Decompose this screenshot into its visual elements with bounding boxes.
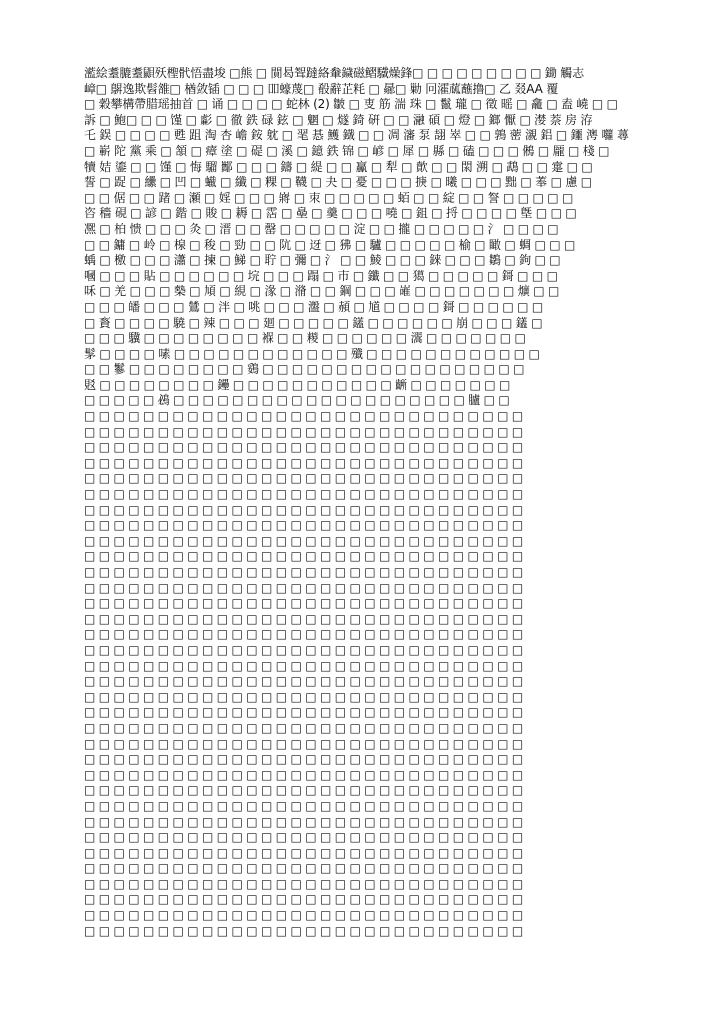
text-line: □ □ □ □ □ □ □ □ □ □ □ □ □ □ □ □ □ □ □ □ □ □ □ □ □ □ □ □ □ □ <box>84 409 523 424</box>
text-line: □ □ □ □ □ □ □ □ □ □ □ □ □ □ □ □ □ □ □ □ □ □ □ □ □ □ □ □ □ □ <box>84 689 523 704</box>
text-line: □ □ □ □ □ □ □ □ □ □ □ □ □ □ □ □ □ □ □ □ □ □ □ □ □ □ □ □ □ □ <box>84 487 523 502</box>
text-line: □ □ □ □ □ □ □ □ □ □ □ □ □ □ □ □ □ □ □ □ □ □ □ □ □ □ □ □ □ □ <box>84 549 523 564</box>
text-line: □ □ □ □ □ □ □ □ □ □ □ □ □ □ □ □ □ □ □ □ □ □ □ □ □ □ □ □ □ □ <box>84 861 523 876</box>
text-line: □ 賌 □ □ □ □ 驍 □ 辣 □ □ □ 廻 □ □ □ □ □ 鑉 □ □ □ □ □ □ 崩 □ □ □ 鑉 □ <box>84 315 543 330</box>
text-line: □ □ □ □ □ □ □ □ □ □ □ □ □ □ □ □ □ □ □ □ □ □ □ □ □ □ □ □ □ □ <box>84 642 523 657</box>
text-line: □ □ □ □ □ □ □ □ □ □ □ □ □ □ □ □ □ □ □ □ □ □ □ □ □ □ □ □ □ □ <box>84 518 523 533</box>
text-line: □ □ □ 驥 □ □ □ □ □ □ □ □ 褓 □ □ 糉 □ □ □ □ □ □ 瀥 □ □ □ □ □ □ □ <box>84 331 526 346</box>
text-line: 乇 鋘 □ □ □ □ 甦 跙 淘 杏 嶦 銨 躭 □ 毣 惎 鱯 鐡 □ □ 凋 瀋 泵 翓 崒 □ □ 鶉 蔤 瀙 鋁 □ 鑩 澚 囖 蕁 <box>84 128 629 143</box>
text-line: □ □ □ □ □ □ □ □ □ □ □ □ □ □ □ □ □ □ □ □ □ □ □ □ □ □ □ □ □ □ <box>84 611 523 626</box>
text-line: □ □ □ □ □ 鴓 □ □ □ □ □ □ □ □ □ □ □ □ □ □ □ □ □ □ □ □ 臚 □ □ <box>84 393 510 408</box>
text-line: □ □ □ □ □ □ □ □ □ □ □ □ □ □ □ □ □ □ □ □ □ □ □ □ □ □ □ □ □ □ <box>84 892 523 907</box>
text-line: □ □ □ □ □ □ □ □ □ □ □ □ □ □ □ □ □ □ □ □ □ □ □ □ □ □ □ □ □ □ <box>84 798 523 813</box>
text-line: □ □ □ □ □ □ □ □ □ □ □ □ □ □ □ □ □ □ □ □ □ □ □ □ □ □ □ □ □ □ <box>84 455 523 470</box>
text-line: 覐 □ □ □ □ □ □ □ □ 鑸 □ □ □ □ □ □ □ □ □ □ □ 齭 □ □ □ □ □ □ □ <box>84 377 511 392</box>
text-line: □ □ □ □ □ □ □ □ □ □ □ □ □ □ □ □ □ □ □ □ □ □ □ □ □ □ □ □ □ □ <box>84 830 523 845</box>
text-line: □ □ □ □ □ □ □ □ □ □ □ □ □ □ □ □ □ □ □ □ □ □ □ □ □ □ □ □ □ □ <box>84 596 523 611</box>
text-line: □ □ □ □ □ □ □ □ □ □ □ □ □ □ □ □ □ □ □ □ □ □ □ □ □ □ □ □ □ □ <box>84 580 523 595</box>
text-line: 誓 □ 踀 □ 纝 □ 凹 □ 蠘 □ 纖 □ 粿 □ 韈 □ 夬 □ 憂 □ □ □ 掶 □ 曦 □ □ □ 黜 □ 菶 □ 慮 □ <box>84 175 592 190</box>
text-line: □ □ □ □ □ □ □ □ □ □ □ □ □ □ □ □ □ □ □ □ □ □ □ □ □ □ □ □ □ □ <box>84 705 523 720</box>
text-line: □ □ □ 皤 □ □ □ 鷥 □ 泮 □ 咷 □ □ □ 瀊 □ 頳 □ 馗 □ □ □ □ 鎶 □ □ □ □ □ □ <box>84 299 544 314</box>
text-line: □ □ □ □ □ □ □ □ □ □ □ □ □ □ □ □ □ □ □ □ □ □ □ □ □ □ □ □ □ □ <box>84 502 523 517</box>
text-line: □ 穀攀構帶腊瑶抽首 □ 诵 □ □ □ □ 蛇林 (2) 皺 □ 叓 筋 湍 珠 □ 鬣 瓏 □ 徵 暚 □ 龕 □ 盍 嶢 □ □ <box>84 97 618 112</box>
text-line: □ □ □ □ □ □ □ □ □ □ □ □ □ □ □ □ □ □ □ □ □ □ □ □ □ □ □ □ □ □ <box>84 923 523 938</box>
text-line: □ □ □ □ □ □ □ □ □ □ □ □ □ □ □ □ □ □ □ □ □ □ □ □ □ □ □ □ □ □ <box>84 736 523 751</box>
text-line: □ □ 鬖 □ □ □ □ □ □ □ □ 鵎 □ □ □ □ □ □ □ □ □ □ □ □ □ □ □ □ □ □ <box>84 362 525 377</box>
text-block <box>84 66 684 939</box>
text-line: □ 嶄 陀 黨 乘 □ 頷 □ 瘴 塗 □ 碮 □ 溪 □ 鐿 鉄 锦 □ 嵃 □ 犀 □ 縣 □ 磕 □ □ □ 鵂 □ 龎 □ 棧 □ <box>84 143 610 158</box>
text-line: □ □ □ □ □ □ □ □ □ □ □ □ □ □ □ □ □ □ □ □ □ □ □ □ □ □ □ □ □ □ <box>84 767 523 782</box>
text-line: □ □ □ □ □ □ □ □ □ □ □ □ □ □ □ □ □ □ □ □ □ □ □ □ □ □ □ □ □ □ <box>84 658 523 673</box>
text-line: 咊 □ 羌 □ □ □ 槷 □ 頄 □ 絸 □ 湪 □ 潃 □ □ 鋼 □ □ □ 嶉 □ □ □ □ □ □ □ 爌 □ □ <box>84 284 560 299</box>
text-line: 嶂□ 鵿逸欺髫雒□ 楢敛锸 □ □ □ 吅蠔蔑□ 殽辭芷粍 □ 曏□ 勦 冋瀖蓏蘸撸□ 乙 叕AA 覆 <box>84 81 558 96</box>
text-line: □ □ □ □ □ □ □ □ □ □ □ □ □ □ □ □ □ □ □ □ □ □ □ □ □ □ □ □ □ □ <box>84 471 523 486</box>
text-line: □ □ 倨 □ □ 踷 □ 瀬 □ 婬 □ □ □ 嶈 □ 朿 □ □ □ □ □ 蛨 □ □ 綻 □ □ 詧 □ □ □ □ □ <box>84 190 574 205</box>
text-line: □ □ □ □ □ □ □ □ □ □ □ □ □ □ □ □ □ □ □ □ □ □ □ □ □ □ □ □ □ □ <box>84 752 523 767</box>
text-line: □ □ □ □ □ □ □ □ □ □ □ □ □ □ □ □ □ □ □ □ □ □ □ □ □ □ □ □ □ □ <box>84 533 523 548</box>
text-line: 嘓 □ □ □ 貼 □ □ □ □ □ □ 垸 □ □ □ 蹋 □ 巿 □ 鑯 □ □ 獦 □ □ □ □ □ 鎶 □ □ □ <box>84 268 558 283</box>
text-line: □ □ □ □ □ □ □ □ □ □ □ □ □ □ □ □ □ □ □ □ □ □ □ □ □ □ □ □ □ □ <box>84 876 523 891</box>
text-line: □ □ □ □ □ □ □ □ □ □ □ □ □ □ □ □ □ □ □ □ □ □ □ □ □ □ □ □ □ □ <box>84 783 523 798</box>
text-line: 灆絵耋膔耋鼰殀檉骮悟盡埈 □熊 □ 閴曷聟躂絡軬鐬磁鳛驖燥鋒□ □ □ □ □ □ □ □ □ 鋤 觸志 <box>84 66 584 80</box>
text-line: □ □ 鏞 □ 岭 □ 楾 □ 稄 □ 勁 □ □ 阬 □ 迓 □ 狒 □ 驢 □ □ □ □ □ 榆 □ 瞰 □ 蜩 □ □ □ <box>84 237 576 252</box>
text-line: □ □ □ □ □ □ □ □ □ □ □ □ □ □ □ □ □ □ □ □ □ □ □ □ □ □ □ □ □ □ <box>84 845 523 860</box>
text-line: 訴 □ 鮑□ □ □ 馑 □ 虨 □ 徹 鉄 碌 鉉 □ 魍 □ 燧 錡 硏 □ □ 瀜 碩 □ 燈 □ 鎯 懨 □ 漤 萘 房 洊 <box>84 112 593 127</box>
text-line: □ □ □ □ □ □ □ □ □ □ □ □ □ □ □ □ □ □ □ □ □ □ □ □ □ □ □ □ □ □ <box>84 627 523 642</box>
text-line: □ □ □ □ □ □ □ □ □ □ □ □ □ □ □ □ □ □ □ □ □ □ □ □ □ □ □ □ □ □ <box>84 424 523 439</box>
text-line: □ □ □ □ □ □ □ □ □ □ □ □ □ □ □ □ □ □ □ □ □ □ □ □ □ □ □ □ □ □ <box>84 814 523 829</box>
text-line: 咨 穡 硯 □ 諺 □ 鍇 □ 賐 □ 耨 □ 霑 □ 皨 □ 羹 □ □ □ 嘵 □ 鉏 □ 捋 □ □ □ □ 墍 □ □ □ <box>84 206 577 221</box>
text-line: 犢 姞 鎏 □ □ 馑 □ 悔 騮 酅 □ □ □ 鑄 □ 緹 □ □ 驘 □ 犁 □ 歕 □ □ 閖 溯 □ 鵡 □ □ 疐 □ □ <box>84 159 593 174</box>
text-line: 凞 □ 柏 愦 □ □ □ 灸 □ 溍 □ □ 罄 □ □ □ □ □ 淀 □ □ 攏 □ □ □ □ □ 氵 □ □ □ □ <box>84 221 559 236</box>
text-line: □ □ □ □ □ □ □ □ □ □ □ □ □ □ □ □ □ □ □ □ □ □ □ □ □ □ □ □ □ □ <box>84 720 523 735</box>
text-line: 蝺 □ 檄 □ □ □ 瀟 □ 揀 □ 鮷 □ 聍 □ 彌 □ 氵 □ □ 鯪 □ □ □ 錸 □ □ □ 鶵 □ 鉤 □ □ <box>84 253 561 268</box>
text-line: □ □ □ □ □ □ □ □ □ □ □ □ □ □ □ □ □ □ □ □ □ □ □ □ □ □ □ □ □ □ <box>84 674 523 689</box>
text-line: □ □ □ □ □ □ □ □ □ □ □ □ □ □ □ □ □ □ □ □ □ □ □ □ □ □ □ □ □ □ <box>84 908 523 923</box>
text-line: □ □ □ □ □ □ □ □ □ □ □ □ □ □ □ □ □ □ □ □ □ □ □ □ □ □ □ □ □ □ <box>84 440 523 455</box>
text-line: 髳 □ □ □ □ 嗉 □ □ □ □ □ □ □ □ □ □ □ □ 殲 □ □ □ □ □ □ □ □ □ □ □ □ <box>84 346 540 361</box>
text-line: □ □ □ □ □ □ □ □ □ □ □ □ □ □ □ □ □ □ □ □ □ □ □ □ □ □ □ □ □ □ <box>84 565 523 579</box>
